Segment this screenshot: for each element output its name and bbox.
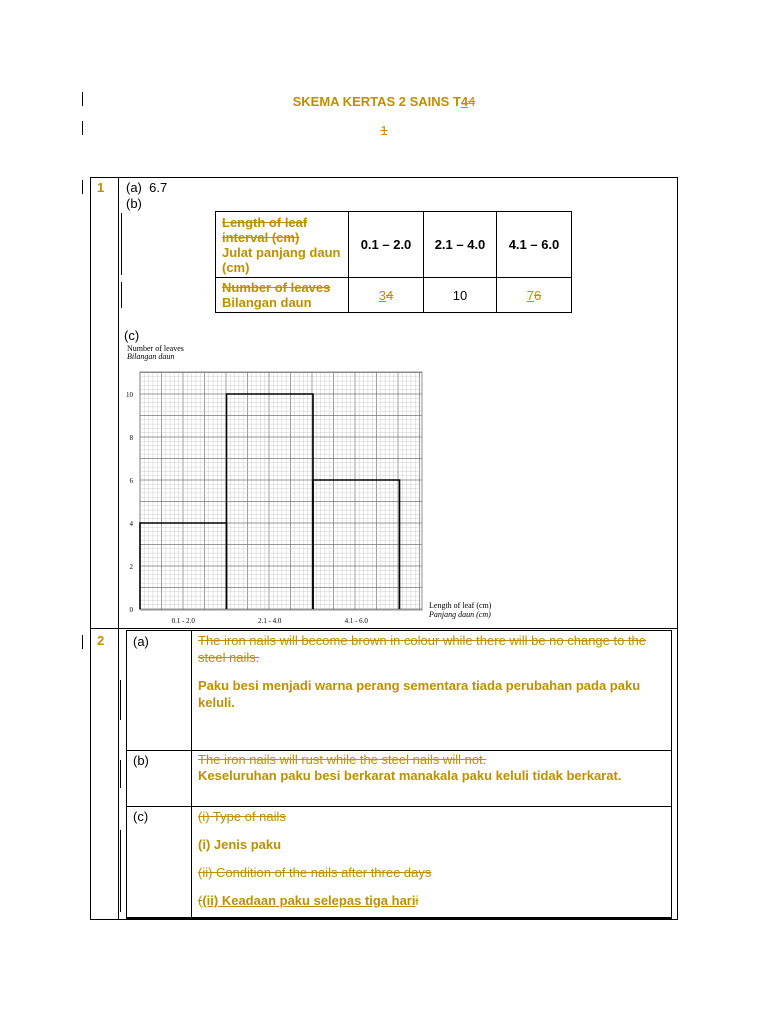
y-tick-label: 4 <box>129 520 133 528</box>
q2b-label: (b) <box>133 753 149 768</box>
table-row-header: Number of leaves Bilangan daun <box>216 278 349 313</box>
y-axis-label: Number of leaves <box>127 344 184 353</box>
y-tick-label: 0 <box>129 606 133 614</box>
change-bar <box>120 680 121 720</box>
page-title: SKEMA KERTAS 2 SAINS T44 <box>292 94 476 109</box>
q2a-old-text: The iron nails will become brown in colour while there will be no change to the steel nails. <box>198 633 647 665</box>
x-tick-label: 2.1 - 4.0 <box>258 617 282 625</box>
q2a-new-text: Paku besi menjadi warna perang sementara tiada perubahan pada paku keluli. <box>198 678 641 710</box>
chart-grid <box>140 372 422 610</box>
x-axis-label: Length of leaf (cm) <box>429 601 492 610</box>
table-row-header: Length of leaf interval (cm) Julat panjang daun (cm) <box>216 212 349 278</box>
q2c-label: (c) <box>133 809 149 824</box>
table-cell: 76 <box>497 278 572 313</box>
q2c-new-2: ((ii) Keadaan paku selepas tiga harii <box>198 893 419 908</box>
q1c-label: (c) <box>124 328 140 343</box>
change-bar <box>82 180 83 194</box>
x-tick-label: 0.1 - 2.0 <box>171 617 195 625</box>
change-bar <box>120 760 121 788</box>
change-bar <box>120 830 121 912</box>
y-tick-label: 2 <box>129 563 133 571</box>
y-tick-label: 6 <box>129 477 133 485</box>
question-number: 2 <box>97 633 105 648</box>
q1a-answer: (a) 6.7 <box>126 180 168 195</box>
q2b-new-text: Keseluruhan paku besi berkarat manakala paku keluli tidak berkarat. <box>198 768 622 783</box>
q2c-old-2: (ii) Condition of the nails after three days <box>198 865 432 880</box>
q2a-label: (a) <box>133 634 149 649</box>
table-cell: 0.1 – 2.0 <box>349 212 424 278</box>
change-bar <box>121 213 122 275</box>
x-tick-label: 4.1 - 6.0 <box>344 617 368 625</box>
page-marker: 1 <box>380 123 388 138</box>
leaf-length-table <box>215 211 572 313</box>
y-axis-ticks <box>126 391 134 614</box>
table-cell: 34 <box>349 278 424 313</box>
table-cell: 2.1 – 4.0 <box>424 212 497 278</box>
y-tick-label: 8 <box>129 434 133 442</box>
table-cell: 10 <box>424 278 497 313</box>
y-axis-label-alt: Bilangan daun <box>127 352 175 361</box>
change-bar <box>82 635 83 649</box>
q2b-old-text: The iron nails will rust while the steel nails will not. <box>198 752 487 767</box>
x-axis-label-alt: Panjang daun (cm) <box>429 610 491 619</box>
q2c-old-1: (i) Type of nails <box>198 809 286 824</box>
y-tick-label: 10 <box>126 391 133 399</box>
question-number: 1 <box>97 180 105 195</box>
leaf-histogram <box>118 340 492 625</box>
table-cell: 4.1 – 6.0 <box>497 212 572 278</box>
x-axis-ticks <box>172 617 369 625</box>
change-bar <box>121 282 122 308</box>
q2c-new-1: (i) Jenis paku <box>198 837 282 852</box>
q1b-label: (b) <box>126 196 142 211</box>
